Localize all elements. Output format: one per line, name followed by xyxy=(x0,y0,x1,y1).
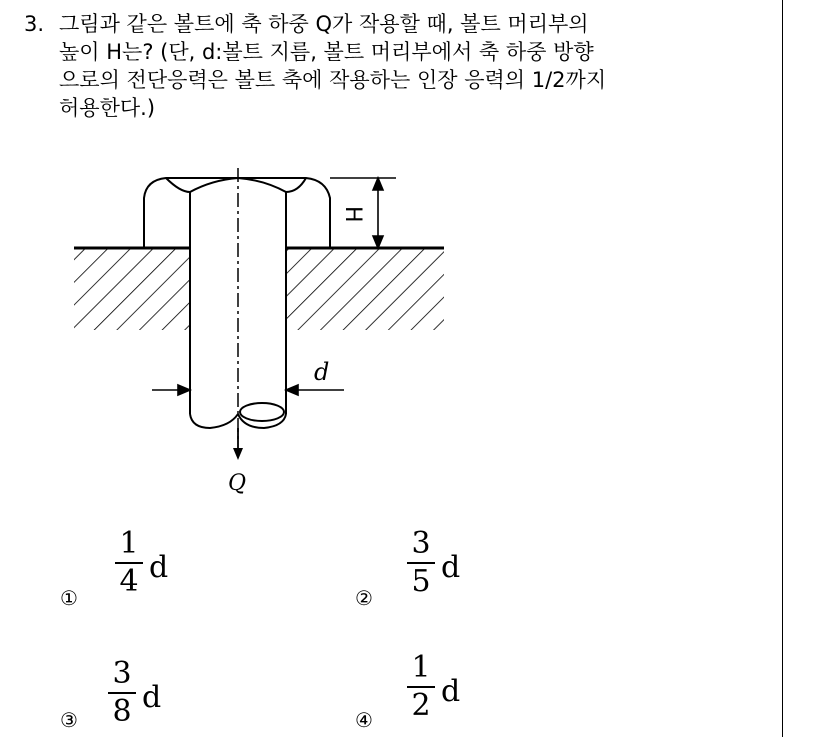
choice-2[interactable] xyxy=(355,528,505,608)
choice-2-fraction xyxy=(405,528,437,598)
bolt-diagram xyxy=(62,158,462,498)
question-line-2: 높이 H는? (단, d:볼트 지름, 볼트 머리부에서 축 하중 방향 xyxy=(59,40,594,64)
choice-1-mark: ① xyxy=(60,586,78,610)
choice-1-fraction xyxy=(113,528,145,598)
plate-right xyxy=(286,248,444,330)
question-line-1: 그림과 같은 볼트에 축 하중 Q가 작용할 때, 볼트 머리부의 xyxy=(59,12,589,36)
choice-3-variable: d xyxy=(142,680,162,715)
choice-2-variable: d xyxy=(441,550,461,585)
choice-3-denominator: 8 xyxy=(112,694,132,729)
page-border-line xyxy=(782,0,783,737)
choice-2-mark: ② xyxy=(355,586,373,610)
choice-4[interactable] xyxy=(355,652,505,736)
choice-1-variable: d xyxy=(149,550,169,585)
diameter-dimension xyxy=(152,385,344,395)
bolt-head xyxy=(144,178,330,248)
choice-3[interactable] xyxy=(60,658,210,738)
choice-1-numerator: 1 xyxy=(119,526,139,561)
plate-left xyxy=(74,248,190,330)
choice-2-numerator: 3 xyxy=(411,526,431,561)
choice-1[interactable] xyxy=(60,528,210,608)
question-number: 3. xyxy=(24,12,45,36)
choice-3-mark: ③ xyxy=(60,708,78,732)
question-line-3: 으로의 전단응력은 볼트 축에 작용하는 인장 응력의 1/2까지 xyxy=(59,68,607,92)
height-label: H xyxy=(340,206,365,223)
choice-1-denominator: 4 xyxy=(119,564,139,599)
load-arrow xyxy=(233,428,243,460)
choice-3-fraction xyxy=(106,658,138,728)
diameter-label: d xyxy=(314,358,330,386)
choice-2-denominator: 5 xyxy=(411,564,431,599)
question-block xyxy=(24,10,764,122)
choice-4-denominator: 2 xyxy=(411,688,431,723)
choice-3-numerator: 3 xyxy=(112,656,132,691)
choice-4-mark: ④ xyxy=(355,708,373,732)
choice-4-numerator: 1 xyxy=(411,650,431,685)
choice-4-fraction xyxy=(405,652,437,722)
question-line-4: 허용한다.) xyxy=(59,96,156,120)
load-label: Q xyxy=(228,471,247,496)
choice-4-variable: d xyxy=(441,674,461,709)
